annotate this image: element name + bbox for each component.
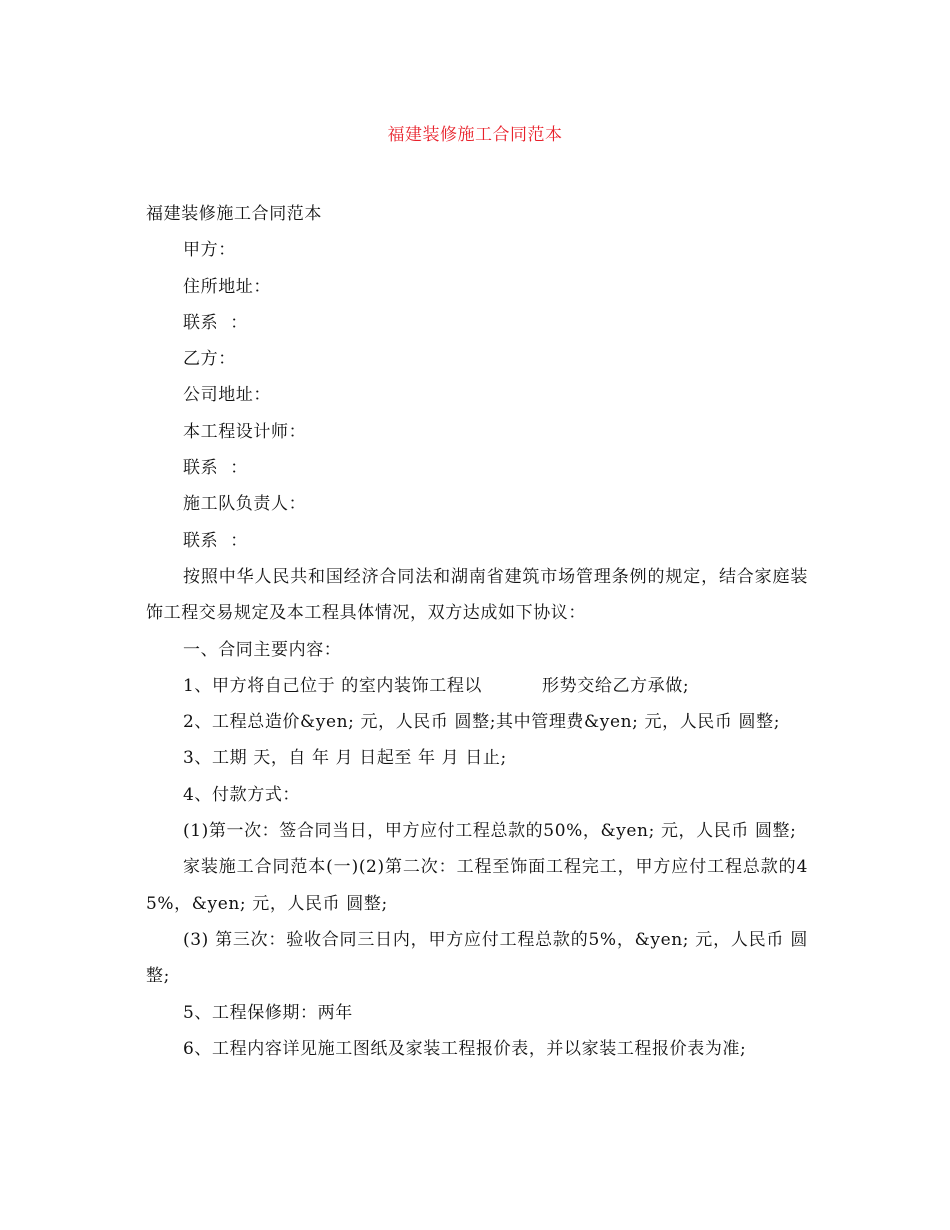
clause-item: 3、工期 天，自 年 月 日起至 年 月 日止; [183,748,507,769]
payment-clause: (3) 第三次：验收合同三日内，甲方应付工程总款的5%，&yen; 元，人民币 圆整; [146,929,808,987]
residence-address-field: 住所地址： [183,276,271,297]
party-b-field: 乙方： [183,349,236,370]
section-heading: 一、合同主要内容： [183,639,342,660]
contact-field: 联系 ： [183,312,248,333]
company-address-field: 公司地址： [183,385,271,406]
preamble-paragraph: 按照中华人民共和国经济合同法和湖南省建筑市场管理条例的规定，结合家庭装饰工程交易规定及本工程具体情况，双方达成如下协议： [146,566,808,624]
clause-item: 5、工程保修期：两年 [183,1002,353,1023]
designer-field: 本工程设计师： [183,421,307,442]
clause-item: 4、付款方式： [183,784,301,805]
contact-field: 联系 ： [183,530,248,551]
payment-clause: 家装施工合同范本(一)(2)第二次：工程至饰面工程完工，甲方应付工程总款的45%，&yen; 元，人民币 圆整; [146,857,808,914]
party-a-field: 甲方： [183,240,236,261]
payment-clause: (1)第一次：签合同当日，甲方应付工程总款的50%，&yen; 元，人民币 圆整; [183,821,797,842]
clause-item: 2、工程总造价&yen; 元，人民币 圆整;其中管理费&yen; 元，人民币 圆整; [183,712,781,733]
contract-heading: 福建装修施工合同范本 [146,204,322,224]
team-leader-field: 施工队负责人： [183,494,307,515]
document-title: 福建装修施工合同范本 [387,125,563,145]
clause-item: 6、工程内容详见施工图纸及家装工程报价表，并以家装工程报价表为准; [183,1038,747,1059]
clause-item: 1、甲方将自己位于 的室内装饰工程以 形势交给乙方承做; [183,675,690,696]
document-body [146,196,808,1067]
contact-field: 联系 ： [183,458,248,479]
